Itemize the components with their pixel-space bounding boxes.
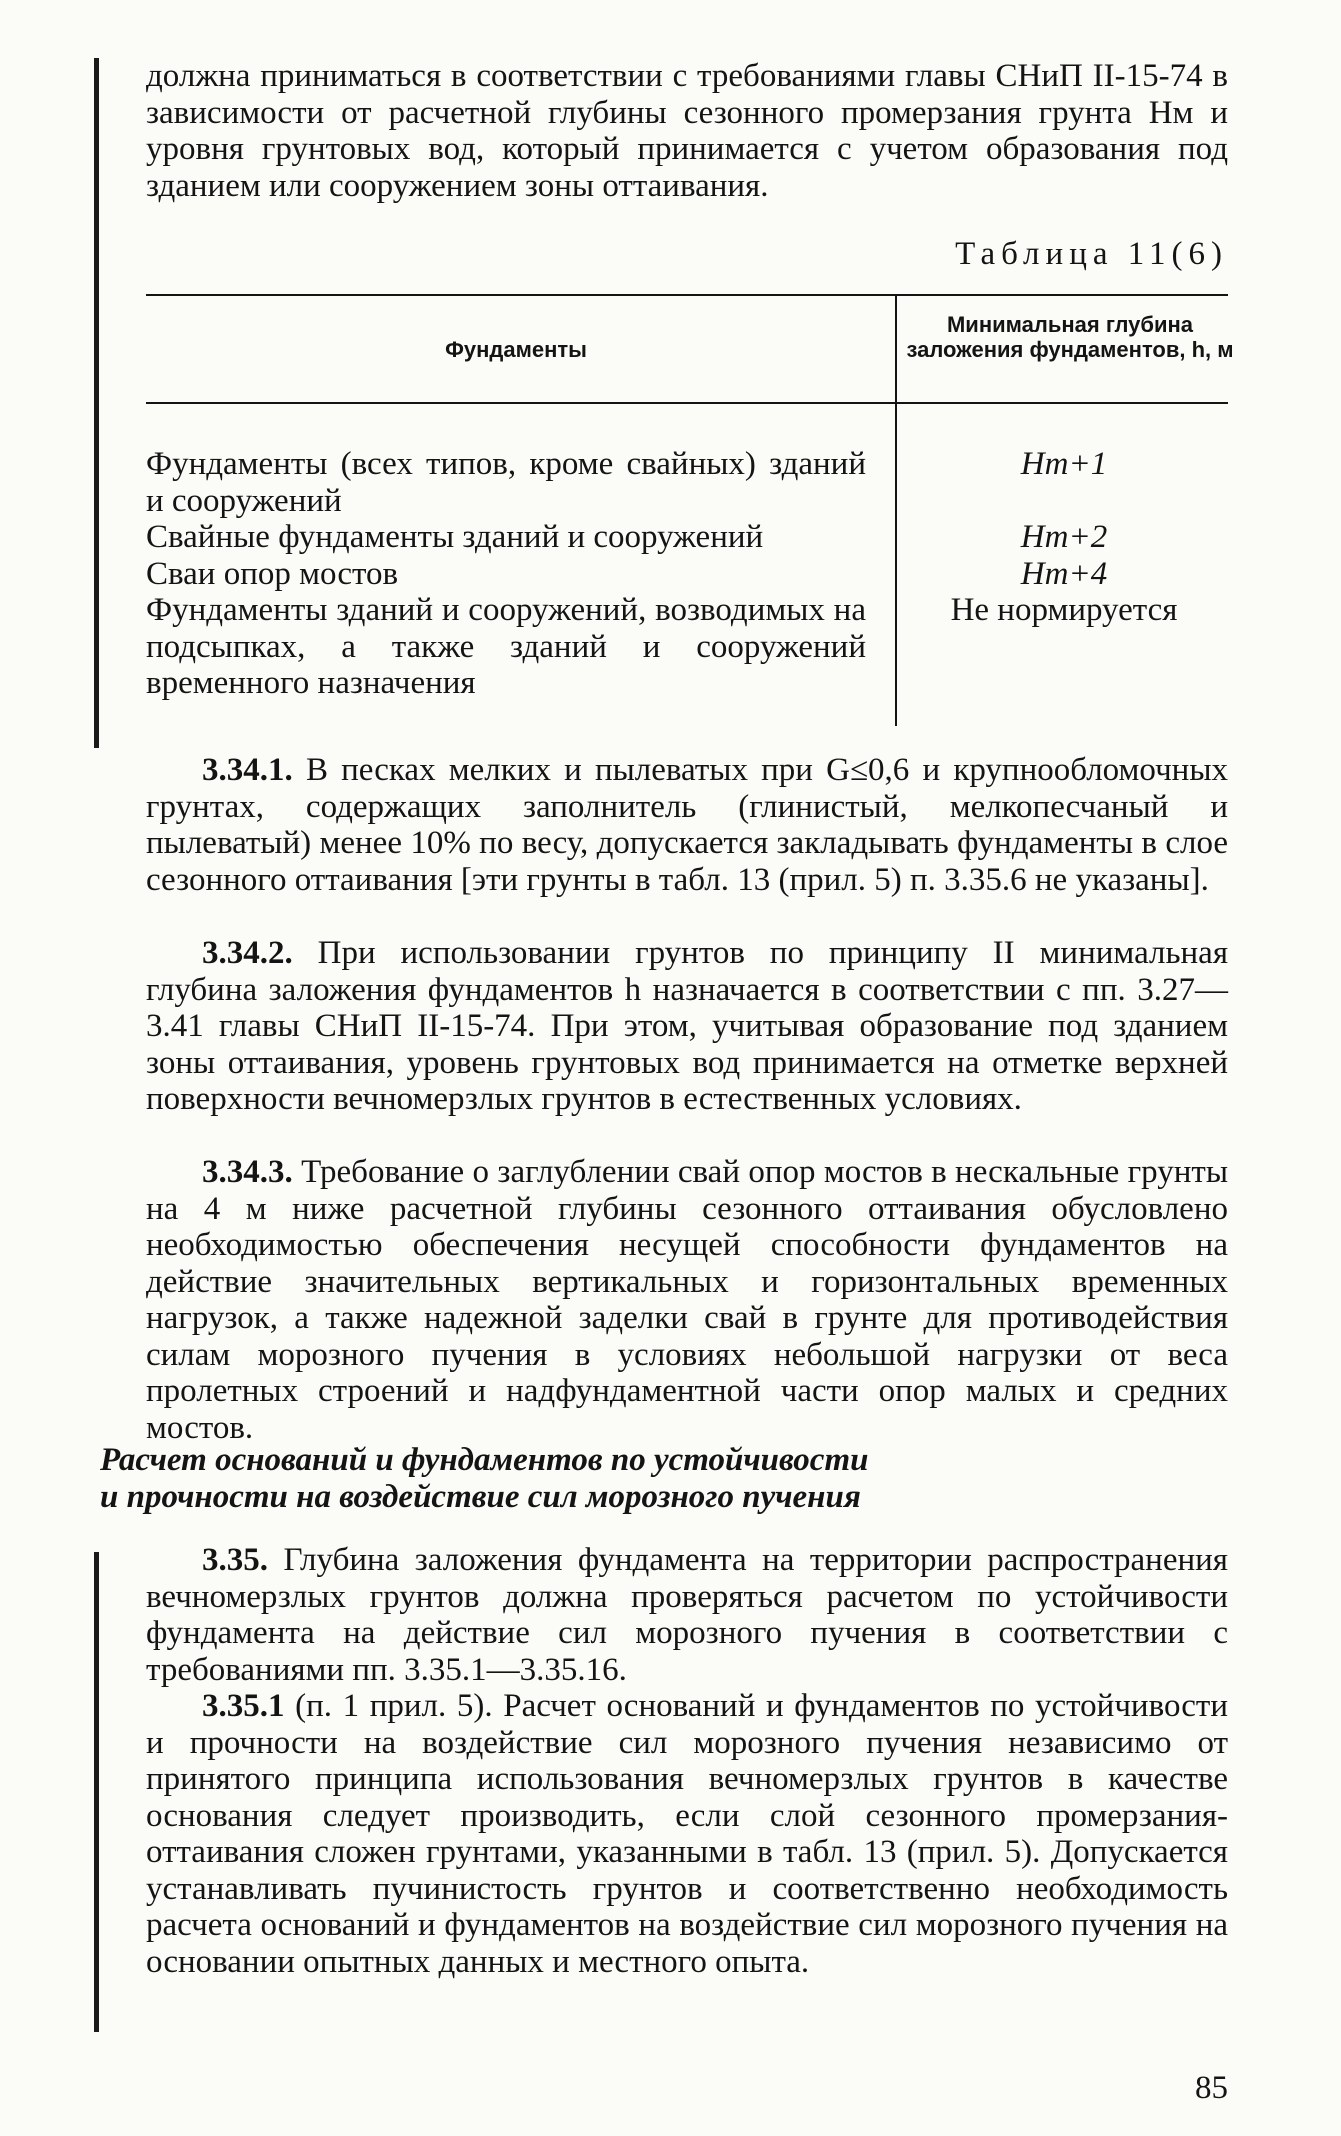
paragraph-text: В песках мелких и пылеватых при G≤0,6 и крупнообломочных грунтах, содержащих заполнитель (глинистый, мелкопесчаный и пылеватый) менее 10% по весу, допускается закладывать фундаменты в слое сезонного оттаивания [эти грунты в табл. 13 (прил. 5) п. 3.35.6 не указаны]. [146,752,1229,898]
table-header-foundations: Фундаменты [445,337,587,362]
paragraph-3-35 [146,1542,1228,1688]
paragraph-number: 3.35. [202,1542,268,1578]
paragraph-number: 3.34.2. [202,935,293,971]
table-row-depth: Не нормируется [950,592,1178,628]
page-number: 85 [1195,2070,1228,2106]
section-heading-line-1: Расчет оснований и фундаментов по устойчивости [100,1442,869,1478]
paragraph-3-35-1 [146,1688,1228,1980]
intro-paragraph: должна приниматься в соответствии с требованиями главы СНиП II-15-74 в зависимости от расчетной глубины сезонного промерзания грунта Hм и уровня грунтовых вод, который принимается с учетом образования под зданием или сооружением зоны оттаивания. [146,58,1228,204]
table-row-foundation: Фундаменты (всех типов, кроме свайных) зданий и сооружений [146,446,866,519]
paragraph-text: Глубина заложения фундамента на территории распространения вечномерзлых грунтов должна проверяться расчетом по устойчивости фундамента на действие сил морозного пучения в соответствии с требованиями пп. 3.35.1—3.35.16. [146,1542,1228,1688]
paragraph-text: При использовании грунтов по принципу II минимальная глубина заложения фундаментов h назначается в соответствии с пп. 3.27—3.41 главы СНиП II-15-74. При этом, учитывая образование под зданием зоны оттаивания, уровень грунтовых вод принимается на отметке верхней поверхности вечномерзлых грунтов в естественных условиях. [146,935,1229,1117]
table-header-depth: Минимальная глубина заложения фундаментов, h, м [906,312,1234,362]
paragraph-text: (п. 1 прил. 5). Расчет оснований и фундаментов по устойчивости и прочности на воздействие сил морозного пучения независимо от принятого принципа использования вечномерзлых грунтов в качестве основания следует производить, если слой сезонного промерзания-оттаивания сложен грунтами, указанными в табл. 13 (прил. 5). Допускается устанавливать пучинистость грунтов и соответственно необходимость расчета оснований и фундаментов на воздействие сил морозного пучения на основании опытных данных и местного опыта. [146,1688,1228,1980]
paragraph-3-34-1 [146,752,1228,898]
change-bar-bottom [94,1552,99,2032]
paragraph-number: 3.34.1. [202,752,293,788]
table-row-foundation: Сваи опор мостов [146,556,399,592]
table-row-depth: Hт+2 [1020,519,1108,555]
table-row-foundation: Свайные фундаменты зданий и сооружений [146,519,764,555]
table-row-depth: Hт+4 [1020,556,1108,592]
change-bar-top [94,58,99,748]
paragraph-text: Требование о заглублении свай опор мостов в нескальные грунты на 4 м ниже расчетной глубины сезонного оттаивания обусловлено необходимостью обеспечения несущей способности фундаментов на действие значительных вертикальных и горизонтальных временных нагрузок, а также надежной заделки свай в грунте для противодействия силам морозного пучения в условиях небольшой нагрузки от веса пролетных строений и надфундаментной части опор малых и средних мостов. [146,1154,1228,1446]
paragraph-3-34-3 [146,1154,1228,1446]
table-top-rule [146,294,1228,296]
paragraph-number: 3.34.3. [202,1154,293,1190]
table-header-rule [146,402,1228,404]
paragraph-3-34-2 [146,935,1228,1118]
table-row-depth: Hт+1 [1020,446,1108,482]
paragraph-number: 3.35.1 [202,1688,285,1724]
section-heading-line-2: и прочности на воздействие сил морозного пучения [100,1479,861,1515]
table-caption: Таблица 11(6) [955,236,1228,272]
table-row-foundation: Фундаменты зданий и сооружений, возводимых на подсыпках, а также зданий и сооружений временного назначения [146,592,866,701]
table-column-divider [895,296,897,726]
